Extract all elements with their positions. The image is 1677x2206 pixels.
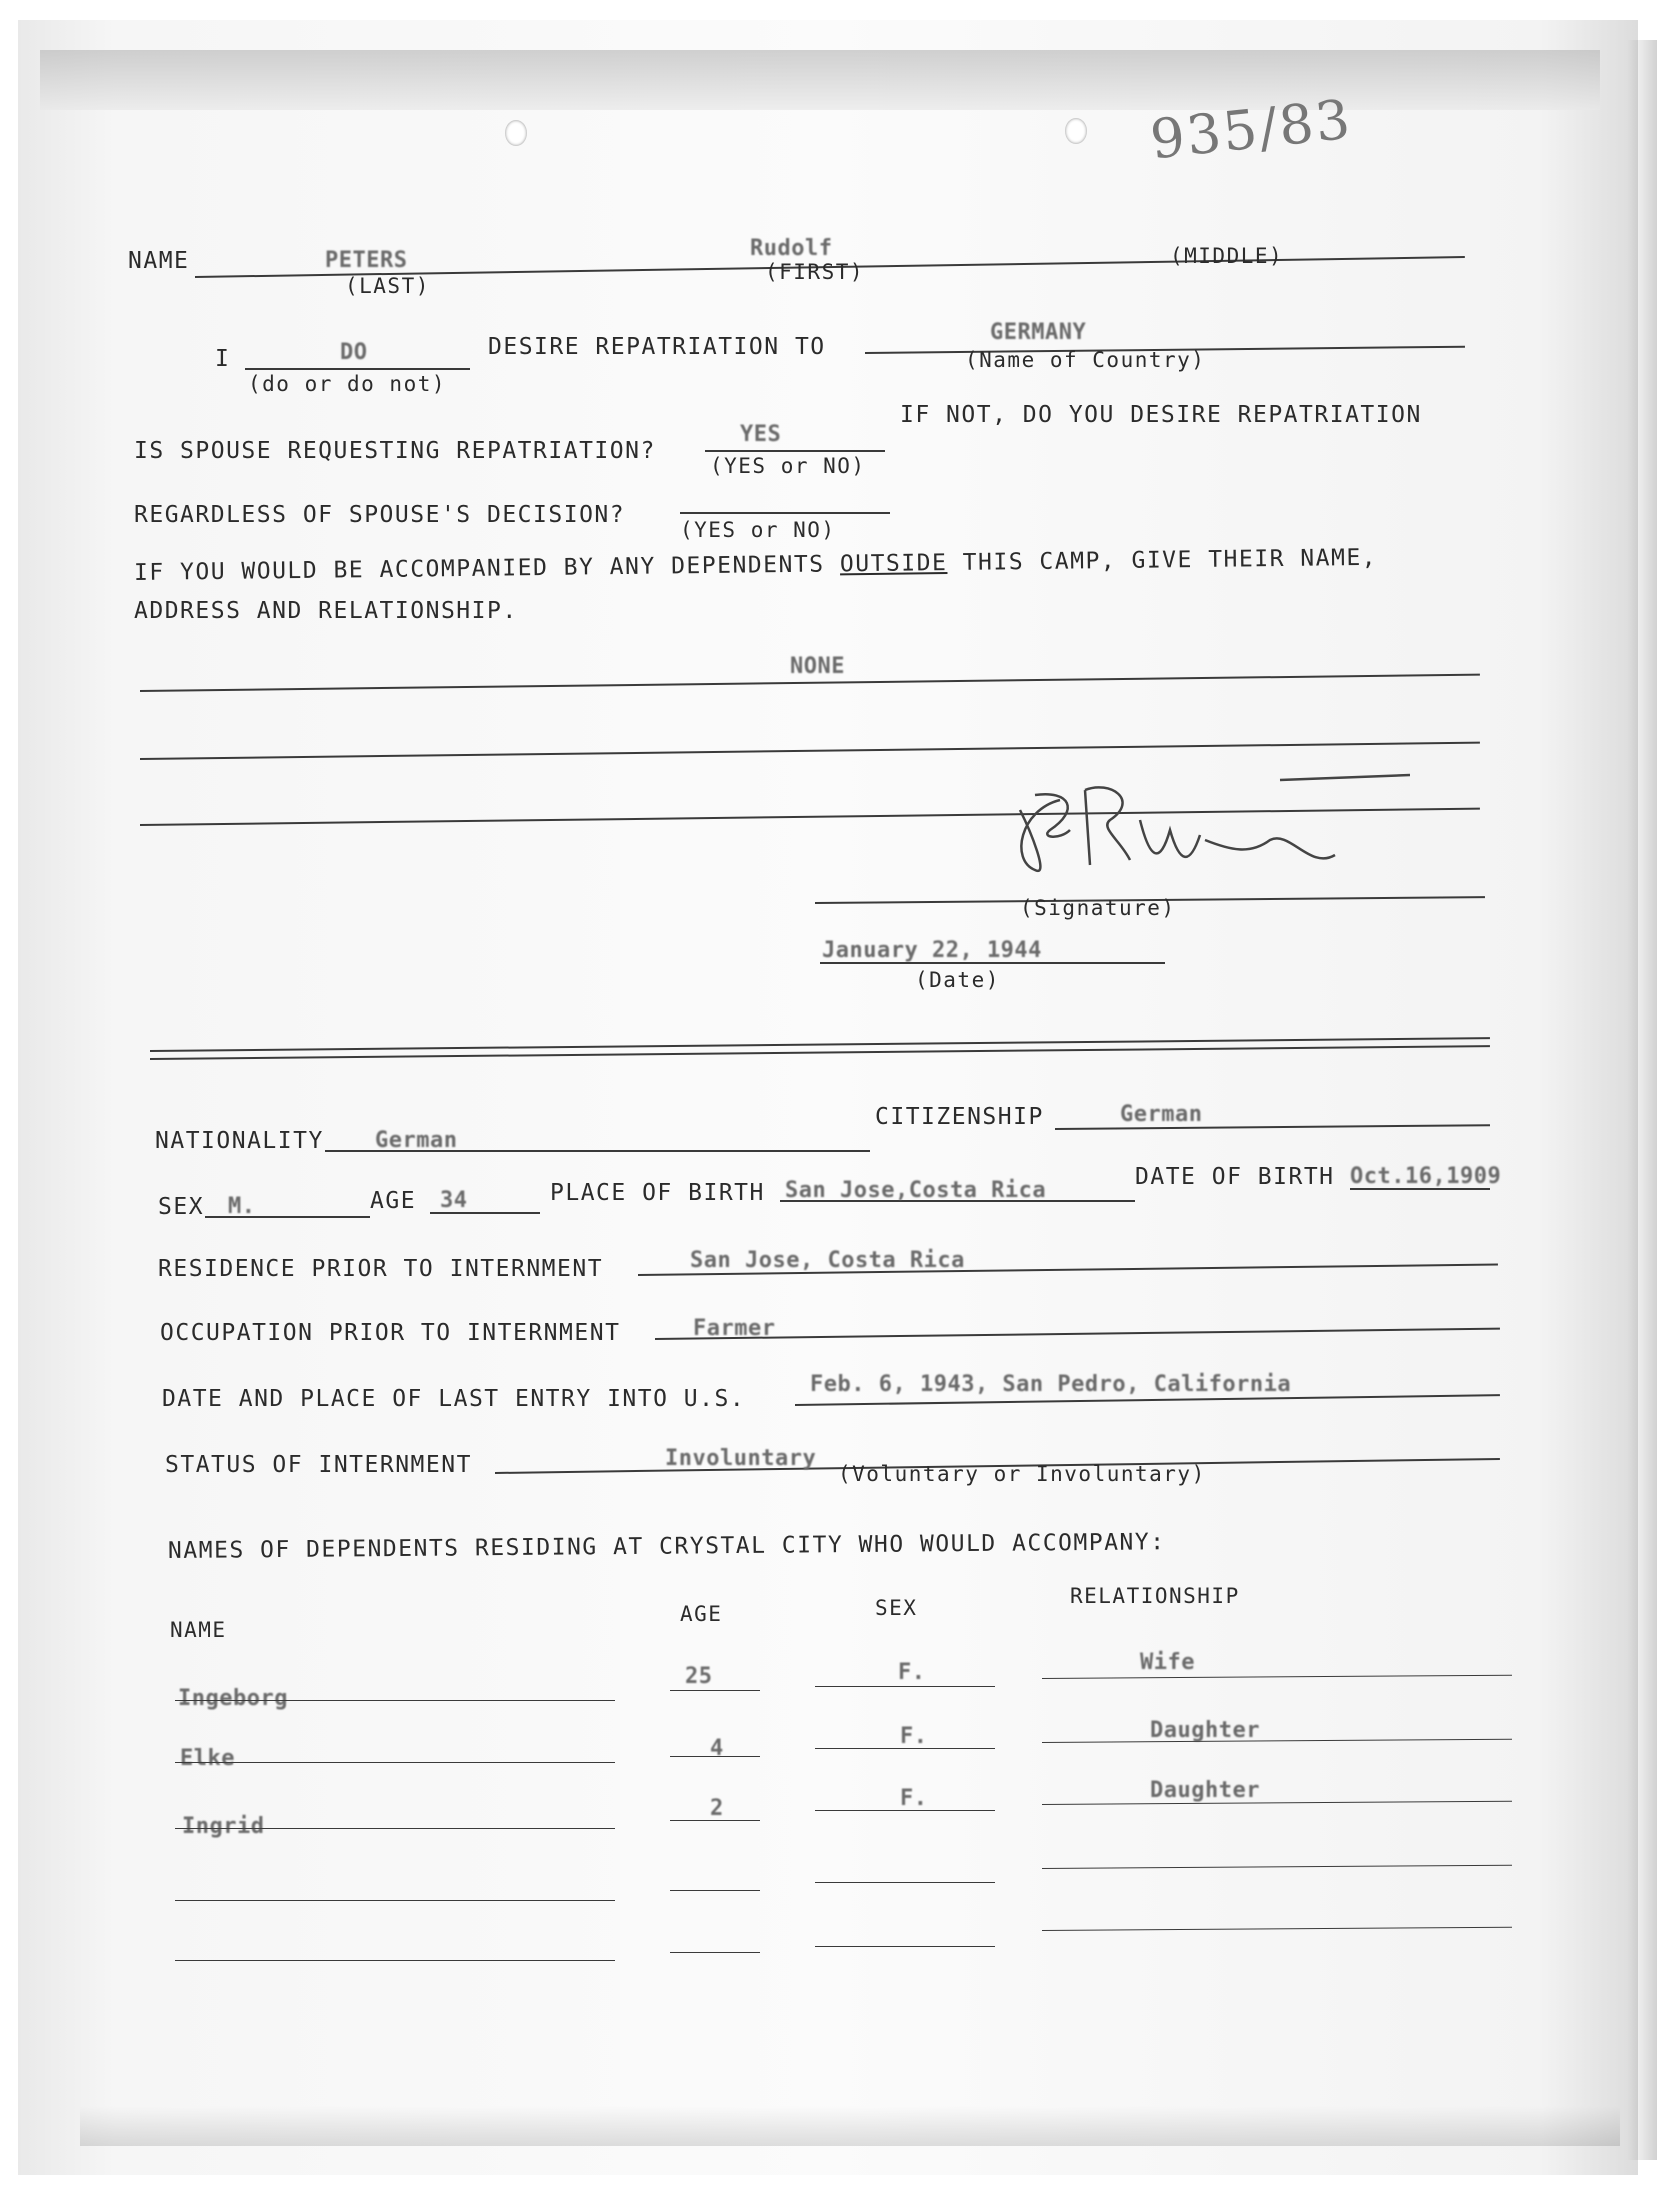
desire-line bbox=[245, 368, 470, 370]
spouse-caption: (YES or NO) bbox=[710, 454, 866, 478]
signature-date: January 22, 1944 bbox=[822, 938, 1042, 963]
entry-value: Feb. 6, 1943, San Pedro, California bbox=[810, 1372, 1292, 1397]
status-label: STATUS OF INTERNMENT bbox=[165, 1452, 472, 1478]
spouse-regardless: REGARDLESS OF SPOUSE'S DECISION? bbox=[134, 502, 626, 528]
reference-number: 935/83 bbox=[1147, 87, 1355, 172]
blank-sex-line bbox=[815, 1946, 995, 1947]
dependent-age: 2 bbox=[710, 1796, 724, 1821]
date-caption: (Date) bbox=[915, 968, 1000, 992]
blank-age-line bbox=[670, 1890, 760, 1891]
blank-name-line bbox=[175, 1960, 615, 1961]
residence-label: RESIDENCE PRIOR TO INTERNMENT bbox=[158, 1256, 604, 1282]
desire-value: DO bbox=[340, 340, 368, 365]
desire-text: DESIRE REPATRIATION TO bbox=[488, 334, 826, 360]
spouse-if-not: IF NOT, DO YOU DESIRE REPATRIATION bbox=[900, 402, 1422, 428]
scan-shadow-right bbox=[1627, 40, 1657, 2160]
sex-label: SEX bbox=[158, 1194, 205, 1220]
handwritten-signature bbox=[990, 770, 1410, 900]
dependent-relationship: Daughter bbox=[1150, 1718, 1260, 1743]
scan-shadow-bottom bbox=[80, 2106, 1620, 2146]
citizenship-label: CITIZENSHIP bbox=[875, 1104, 1044, 1130]
sex-line bbox=[815, 1748, 995, 1749]
name-line bbox=[175, 1762, 615, 1763]
blank-age-line bbox=[670, 1952, 760, 1953]
outside-value: NONE bbox=[790, 654, 845, 679]
country-value: GERMANY bbox=[990, 320, 1087, 345]
outside-line2: ADDRESS AND RELATIONSHIP. bbox=[134, 598, 518, 624]
desire-caption: (do or do not) bbox=[248, 372, 447, 396]
name-line bbox=[175, 1828, 615, 1829]
spouse-question: IS SPOUSE REQUESTING REPATRIATION? bbox=[134, 438, 656, 464]
first-name-value: Rudolf bbox=[750, 236, 833, 261]
nationality-value: German bbox=[375, 1128, 458, 1153]
desire-prefix: I bbox=[215, 346, 231, 372]
dependent-sex: F. bbox=[900, 1724, 928, 1749]
date-line bbox=[820, 962, 1165, 964]
outside-underlined: OUTSIDE bbox=[839, 550, 948, 578]
blank-sex-line bbox=[815, 1882, 995, 1883]
spouse-line bbox=[705, 450, 885, 452]
occupation-value: Farmer bbox=[693, 1316, 776, 1341]
spouse-value: YES bbox=[740, 422, 782, 447]
name-line bbox=[175, 1700, 615, 1701]
entry-label: DATE AND PLACE OF LAST ENTRY INTO U.S. bbox=[162, 1386, 746, 1412]
col-age-header: AGE bbox=[680, 1602, 723, 1626]
last-caption: (LAST) bbox=[345, 274, 430, 298]
signature-caption: (Signature) bbox=[1020, 896, 1176, 920]
col-name-header: NAME bbox=[170, 1618, 227, 1642]
occupation-label: OCCUPATION PRIOR TO INTERNMENT bbox=[160, 1320, 621, 1346]
date-of-birth-label: DATE OF BIRTH bbox=[1135, 1164, 1335, 1190]
nationality-label: NATIONALITY bbox=[155, 1128, 324, 1154]
date-of-birth-value: Oct.16,1909 bbox=[1350, 1164, 1502, 1189]
dependent-age: 25 bbox=[685, 1664, 713, 1689]
age-line bbox=[670, 1820, 760, 1821]
age-label: AGE bbox=[370, 1188, 417, 1214]
sex-line bbox=[815, 1810, 995, 1811]
regardless-caption: (YES or NO) bbox=[680, 518, 836, 542]
age-line bbox=[670, 1690, 760, 1691]
sex-line bbox=[815, 1686, 995, 1687]
last-name-value: PETERS bbox=[325, 248, 408, 273]
middle-caption: (MIDDLE) bbox=[1170, 244, 1284, 268]
first-caption: (FIRST) bbox=[765, 260, 865, 284]
dependent-sex: F. bbox=[898, 1660, 926, 1685]
age-line bbox=[670, 1756, 760, 1757]
regardless-line bbox=[680, 512, 890, 514]
dependent-name: Elke bbox=[180, 1746, 235, 1771]
outside-line1-a: IF YOU WOULD BE ACCOMPANIED BY ANY DEPENDENTS bbox=[133, 551, 825, 586]
age-value: 34 bbox=[440, 1188, 468, 1213]
country-caption: (Name of Country) bbox=[965, 348, 1206, 372]
dependent-name: Ingeborg bbox=[178, 1686, 288, 1711]
outside-line1-b: THIS CAMP, GIVE THEIR NAME, bbox=[962, 544, 1378, 576]
dependent-name: Ingrid bbox=[182, 1814, 265, 1839]
place-of-birth-value: San Jose,Costa Rica bbox=[785, 1178, 1047, 1203]
dependent-relationship: Daughter bbox=[1150, 1778, 1260, 1803]
dependent-relationship: Wife bbox=[1140, 1650, 1195, 1675]
col-relationship-header: RELATIONSHIP bbox=[1070, 1584, 1240, 1608]
torn-top-edge bbox=[40, 50, 1600, 110]
dependent-sex: F. bbox=[900, 1786, 928, 1811]
dependents-heading: NAMES OF DEPENDENTS RESIDING AT CRYSTAL CITY WHO WOULD ACCOMPANY: bbox=[167, 1529, 1166, 1564]
residence-value: San Jose, Costa Rica bbox=[690, 1248, 965, 1273]
place-of-birth-label: PLACE OF BIRTH bbox=[550, 1180, 765, 1206]
dependent-age: 4 bbox=[710, 1736, 724, 1761]
status-caption: (Voluntary or Involuntary) bbox=[838, 1462, 1206, 1486]
sex-value: M. bbox=[228, 1194, 256, 1219]
punch-hole bbox=[1065, 118, 1087, 144]
form-paper bbox=[18, 20, 1638, 2175]
col-sex-header: SEX bbox=[875, 1596, 918, 1620]
citizenship-value: German bbox=[1120, 1102, 1203, 1127]
punch-hole bbox=[505, 120, 527, 146]
blank-name-line bbox=[175, 1900, 615, 1901]
name-label: NAME bbox=[128, 248, 190, 274]
status-value: Involuntary bbox=[665, 1446, 817, 1471]
